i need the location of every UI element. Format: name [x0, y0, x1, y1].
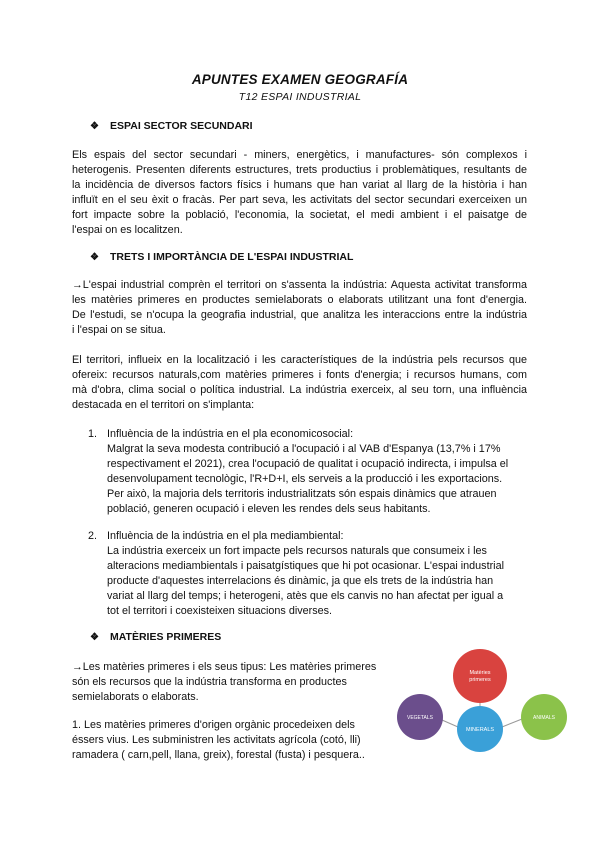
text-line: les matèries primeres en productes semielaborats o elaborats utilitzant una font d'energia.	[72, 294, 527, 307]
text-line: fort impacte sobre la població, l'economia, la societat, el medi ambient i el paisatge de	[72, 209, 527, 222]
list-number-2: 2.	[88, 530, 98, 542]
text-line: l'espai on es localitzen.	[72, 224, 183, 237]
text-line: la incidència de diversos factors físics i humans que han variat al llarg de la història i han	[72, 179, 527, 192]
text-line: ramadera ( carn,pell, llana, greix), forestal (fusta) i pesquera..	[72, 749, 365, 762]
text-line: El territori, influeix en la localització i les característiques de la indústria pels recursos que	[72, 354, 527, 366]
paragraph-territori	[72, 353, 527, 413]
connector-line	[502, 719, 522, 727]
diamond-bullet-icon: ❖	[90, 252, 99, 263]
text-line: heterogenis. Presenten diferents estructures, trets productius i problemàtiques, resultants de	[72, 164, 527, 177]
text-line: tot el territori i coexisteixen situacions diverses.	[107, 605, 333, 618]
paragraph-origen-organic	[72, 718, 388, 763]
text-line: Per això, la majoria dels territoris industrialitzats són espais dinàmics que atrauen	[107, 488, 497, 501]
text-line: →Les matèries primeres i els seus tipus: Les matèries primeres	[72, 661, 377, 673]
diagram-label-center: MINERALS	[465, 727, 495, 733]
list-item-mediambiental	[107, 529, 527, 620]
text-line: són els recursos que la indústria transforma en productes	[72, 676, 347, 689]
section-heading-3	[90, 631, 221, 643]
text-line: Malgrat la seva modesta contribució a l'ocupació i al VAB d'Espanya (13,7% i 17%	[107, 443, 501, 456]
text-line: destacada en el territori on s'implanta:	[72, 399, 255, 412]
diagram-label-top-2: primeres	[469, 677, 491, 683]
section-heading-2	[90, 251, 353, 263]
section-heading-1	[90, 120, 253, 132]
paragraph-espai-industrial	[72, 278, 527, 338]
text-line: De l'estudi, se n'ocupa la geografia industrial, que analitza les interaccions entre la indústria	[72, 309, 527, 322]
text-line: desenvolupament tecnològic, l'R+D+I, els serveis a la producció i les exportacions.	[107, 473, 503, 486]
text-line: i l'espai on se situa.	[72, 324, 166, 337]
document-subtitle: T12 ESPAI INDUSTRIAL	[238, 91, 362, 103]
text-line: influït en el seu èxit o fracàs. Per part seva, les activitats del sector secundari exerceixen un	[72, 194, 527, 207]
text-line: producte d'aquestes interrelacions és dinàmic, ja que els trets de la indústria han	[107, 575, 494, 588]
list-item-title: Influència de la indústria en el pla mediambiental:	[107, 530, 344, 542]
text-line: variat al llarg del temps; i heterogeni, atès que els canvis no han afectat per igual a	[107, 590, 504, 603]
document-title: APUNTES EXAMEN GEOGRAFÍA	[191, 72, 409, 87]
section-heading-text: TRETS I IMPORTÀNCIA DE L'ESPAI INDUSTRIAL	[110, 251, 354, 263]
diagram-label-left: VEGETALS	[406, 715, 434, 721]
text-line: Els espais del sector secundari - miners, energètics, i manufactures- són complexos i	[72, 149, 527, 161]
diagram-node-materies-primeres	[453, 649, 507, 703]
diamond-bullet-icon: ❖	[90, 632, 99, 643]
text-line: éssers vius. Les subministren les activitats agrícola (cotó, lli)	[72, 734, 361, 747]
text-line: semielaborats o elaborats.	[72, 691, 199, 704]
diagram-label-top-1: Matèries	[469, 670, 491, 676]
text-line: població, generen ocupació i eleven les rendes dels seus habitants.	[107, 503, 431, 516]
list-item-title: Influència de la indústria en el pla economicosocial:	[107, 428, 354, 440]
section-heading-text: ESPAI SECTOR SECUNDARI	[110, 120, 253, 132]
list-number-1: 1.	[88, 428, 98, 440]
text-line: La indústria exerceix un fort impacte pels recursos naturals que consumeix i les	[107, 545, 487, 558]
diagram-label-right: ANIMALS	[533, 715, 555, 721]
text-line: →L'espai industrial comprèn el territori on s'assenta la indústria: Aquesta activitat transforma	[72, 279, 527, 291]
diamond-bullet-icon: ❖	[90, 121, 99, 132]
section-heading-text: MATÈRIES PRIMERES	[110, 631, 222, 643]
paragraph-materies-primeres	[72, 660, 388, 705]
list-item-economicosocial	[107, 427, 527, 518]
materies-primeres-diagram	[395, 645, 575, 755]
text-line: ofereix: recursos naturals,com matèries primeres i fonts d'energia; i recursos humans, com	[72, 369, 527, 382]
text-line: 1. Les matèries primeres d'origen orgànic procedeixen dels	[72, 719, 355, 731]
text-line: respectivament el 2021), crea l'ocupació de qualitat i ocupació indirecta, i impulsa el	[107, 458, 509, 471]
paragraph-sector-secundari	[72, 148, 527, 239]
text-line: mà d'obra, clima social o política industrial. La indústria exerceix, al seu torn, una influència	[72, 384, 527, 397]
text-line: alteracions mediambientals i paisatgístiques que hi pot ocasionar. L'espai industrial	[107, 560, 504, 573]
connector-line	[442, 720, 458, 727]
